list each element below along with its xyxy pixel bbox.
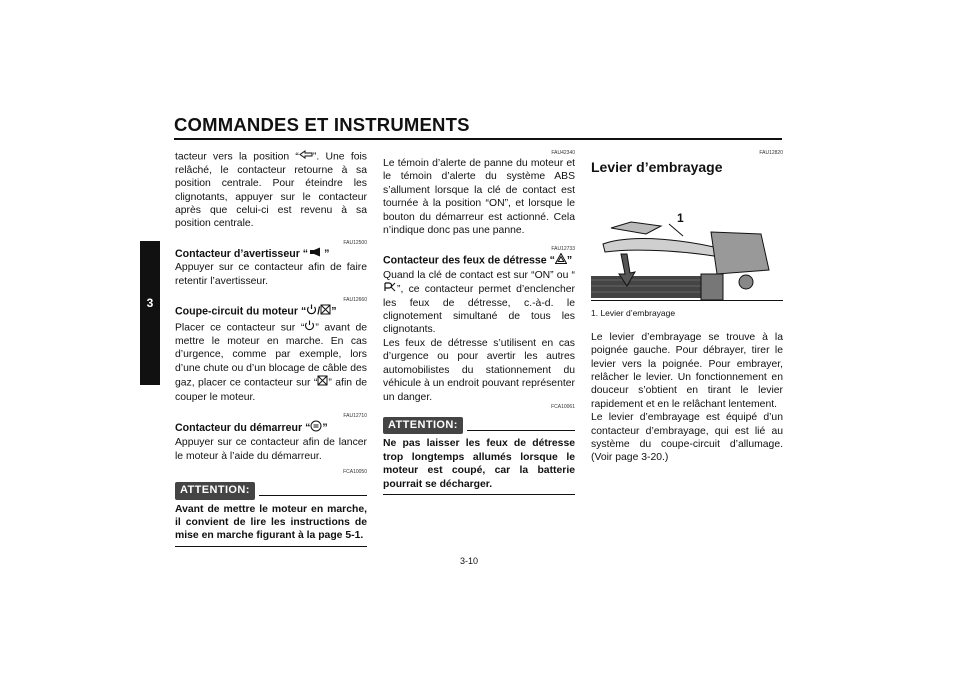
horn-switch-text: Appuyer sur ce contacteur afin de faire retentir l’avertisseur. xyxy=(175,262,367,287)
clutch-lever-figure xyxy=(591,182,783,301)
engine-run-icon xyxy=(306,304,317,319)
engine-stop-heading: Coupe-circuit du moteur “ / ” xyxy=(175,305,337,318)
intro-text-a: tacteur vers la position “ xyxy=(175,151,299,163)
engine-stop-icon xyxy=(320,304,331,319)
engine-stop-text: Placer ce contacteur sur “ ” avant de mettre le moteur en marche. En cas d’urgence, comme par exemple, lors d’une chute ou d’un blocage de câble des gaz, placer ce contacteur sur “ ” afin de couper le moteur. xyxy=(175,320,367,404)
starter-switch-text: Appuyer sur ce contacteur afin de lancer le moteur à l’aide du démarreur. xyxy=(175,437,367,462)
hazard-icon xyxy=(555,253,567,268)
ref-code: FCA10050 xyxy=(343,469,367,476)
column-2 xyxy=(383,150,575,495)
attention-label: ATTENTION: xyxy=(175,482,255,499)
intro-paragraph xyxy=(175,150,367,231)
attention-text: Avant de mettre le moteur en marche, il convient de lire les instructions de mise en marche figurant à la page 5-1. xyxy=(175,503,367,547)
starter-icon xyxy=(310,420,322,436)
ref-code: FAU12710 xyxy=(343,412,367,419)
ref-code: FAU42340 xyxy=(551,150,575,156)
clutch-lever-text-2: Le levier d’embrayage est équipé d’un contacteur d’embrayage, qui est lié au système du coupe-circuit d’allumage. (Voir page 3-20.) xyxy=(591,412,783,464)
clutch-lever-heading: Levier d’embrayage xyxy=(591,159,723,175)
warning-light-text: Le témoin d’alerte de panne du moteur et le témoin d’alerte du système ABS s’allument lorsque la clé de contact est tournée à la position “ON”, et lorsque le bouton du démarreur est actionné. Cela n’indique donc pas une panne. xyxy=(383,158,575,237)
page-title: COMMANDES ET INSTRUMENTS xyxy=(174,114,470,135)
figure-caption: 1. Levier d’embrayage xyxy=(591,308,676,319)
engine-stop-icon xyxy=(317,375,328,390)
ref-code: FAU12733 xyxy=(551,246,575,253)
hazard-switch-text-1: Quand la clé de contact est sur “ON” ou “”, ce contacteur permet d’enclencher les feux de détresse, c.-à-d. le clignotement simultané de tous les clignotants. xyxy=(383,269,575,336)
attention-label: ATTENTION: xyxy=(383,417,463,434)
hazard-switch-text-2: Les feux de détresse s’utilisent en cas d’urgence ou pour avertir les autres automobilistes du stationnement du véhicule à un endroit pouvant représenter un danger. xyxy=(383,337,575,403)
ref-code: FAU12500 xyxy=(343,239,367,246)
ref-code: FCA10061 xyxy=(551,403,575,410)
attention-box xyxy=(383,417,575,495)
ref-code: FAU12660 xyxy=(343,297,367,304)
column-1 xyxy=(175,150,367,547)
intro-text-b: ”. Une fois relâché, le contacteur retourne à sa position centrale. Pour éteindre les clignotants, appuyer sur le contacteur après que celui-ci est revenu à sa position centrale. xyxy=(175,151,367,230)
clutch-lever-text-1: Le levier d’embrayage se trouve à la poignée gauche. Pour débrayer, tirer le levier vers la poignée. Pour embrayer, relâcher le levier. Un fonctionnement en douceur s’obtient en tirant le levier rapidement et en le relâchant lentement. xyxy=(591,331,783,410)
horn-icon xyxy=(308,247,324,261)
attention-text: Ne pas laisser les feux de détresse trop longtemps allumés lorsque le moteur est coupé, car la batterie pourrait se décharger. xyxy=(383,437,575,495)
arrow-left-icon xyxy=(299,150,313,163)
column-3 xyxy=(591,150,783,465)
hazard-switch-heading: Contacteur des feux de détresse “ ” xyxy=(383,254,573,267)
horn-switch-heading: Contacteur d’avertisseur “ ” xyxy=(175,247,330,260)
chapter-number: 3 xyxy=(146,296,154,310)
engine-run-icon xyxy=(304,320,315,335)
page-number: 3-10 xyxy=(460,556,479,566)
parking-icon xyxy=(383,282,397,296)
attention-box xyxy=(175,482,367,547)
ref-code: FAU12820 xyxy=(759,150,783,156)
clutch-lever-illustration xyxy=(591,182,783,300)
header-rule xyxy=(174,138,782,140)
chapter-tab xyxy=(140,241,160,385)
figure-callout-label: 1 xyxy=(677,211,684,226)
starter-switch-heading: Contacteur du démarreur “ ” xyxy=(175,420,367,436)
